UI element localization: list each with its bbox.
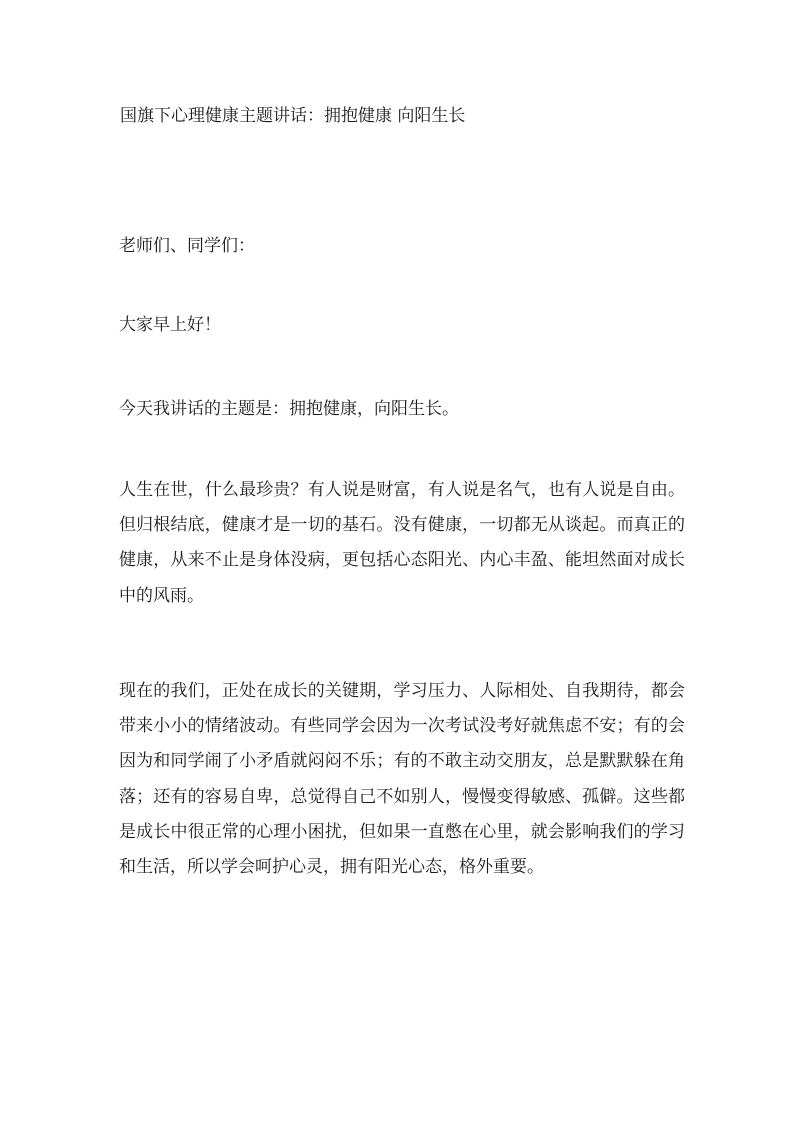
morning-greeting: 大家早上好！	[119, 315, 221, 335]
speech-title: 国旗下心理健康主题讲话：拥抱健康 向阳生长	[120, 106, 466, 126]
salutation: 老师们、同学们：	[119, 236, 255, 256]
paragraph-health-foundation: 人生在世，什么最珍贵？有人说是财富，有人说是名气，也有人说是自由。但归根结底，健康才是一切的基石。没有健康，一切都无从谈起。而真正的健康，从来不止是身体没病，更包括心态阳光、内心丰盈、能坦然面对成长中的风雨。	[119, 480, 685, 606]
topic-statement: 今天我讲话的主题是：拥抱健康，向阳生长。	[119, 399, 459, 419]
paragraph-growth-troubles: 现在的我们，正处在成长的关键期，学习压力、人际相处、自我期待，都会带来小小的情绪波动。有些同学会因为一次考试没考好就焦虑不安；有的会因为和同学闹了小矛盾就闷闷不乐；有的不敢主动交朋友，总是默默躲在角落；还有的容易自卑，总觉得自己不如别人，慢慢变得敏感、孤僻。这些都是成长中很正常的心理小困扰，但如果一直憋在心里，就会影响我们的学习和生活，所以学会呵护心灵，拥有阳光心态，格外重要。	[119, 681, 685, 878]
